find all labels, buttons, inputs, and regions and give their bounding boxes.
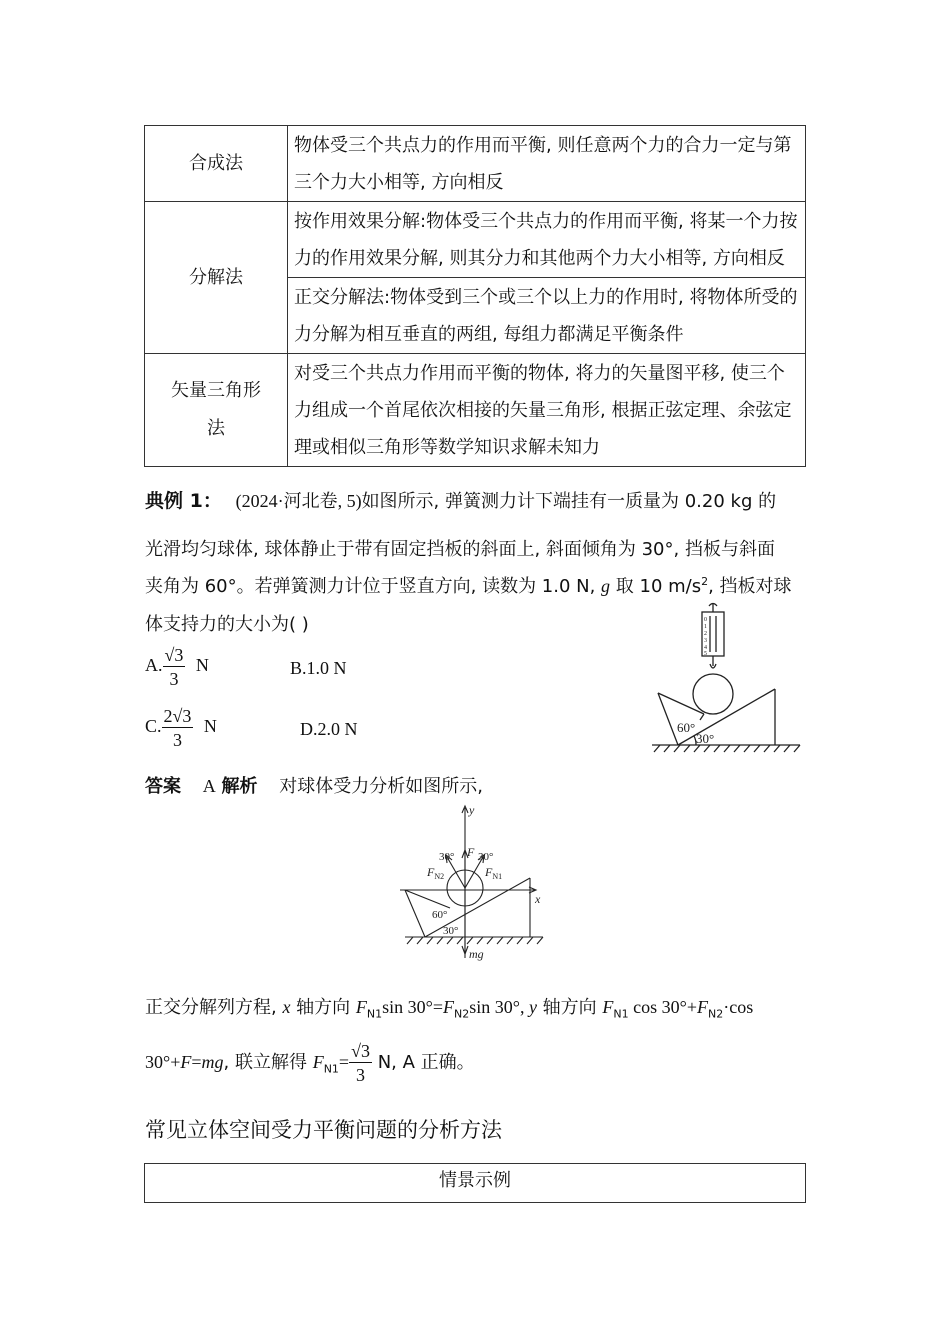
option-c-label: C. bbox=[145, 716, 162, 737]
option-a-label: A. bbox=[145, 655, 163, 676]
scale-mark: 4 bbox=[704, 645, 707, 651]
example-text: 取 10 m/s bbox=[610, 576, 702, 597]
method-cell: 分解法 bbox=[145, 202, 288, 354]
denominator: 3 bbox=[172, 730, 182, 750]
fraction bbox=[162, 707, 194, 749]
fraction bbox=[349, 1042, 372, 1084]
method-desc: 按作用效果分解:物体受三个共点力的作用而平衡, 将某一个力按力的作用效果分解, 则其分力和其他两个力大小相等, 方向相反 bbox=[288, 202, 806, 278]
example-line-3 bbox=[145, 572, 792, 598]
unit: N bbox=[195, 655, 209, 676]
exponent: 2 bbox=[701, 575, 709, 588]
angle-label: 30° bbox=[478, 851, 494, 863]
f-symbol: F bbox=[355, 997, 367, 1017]
answer-line bbox=[145, 772, 483, 798]
force-fn1-label: $F_{N1}$ bbox=[485, 865, 503, 881]
f-symbol: F bbox=[443, 997, 454, 1017]
text: ·cos bbox=[723, 997, 754, 1017]
numerator: 2√3 bbox=[163, 706, 192, 726]
force-fn2-label: $F_{N2}$ bbox=[427, 865, 445, 881]
option-a[interactable] bbox=[145, 646, 209, 688]
incline-figure bbox=[640, 600, 815, 760]
force-f-label: F bbox=[467, 845, 475, 859]
f-symbol: F bbox=[180, 1052, 192, 1072]
method-desc: 对受三个共点力作用而平衡的物体, 将力的矢量图平移, 使三个力组成一个首尾依次相接的矢量三角形, 根据正弦定理、余弦定理或相似三角形等数学知识求解未知力 bbox=[288, 354, 806, 467]
angle-label: 30° bbox=[443, 925, 459, 937]
scenario-table-header: 情景示例 bbox=[144, 1163, 806, 1203]
f-symbol: F bbox=[312, 1052, 324, 1072]
solution-line-2 bbox=[145, 1042, 475, 1084]
example-label: 典例 1： bbox=[145, 490, 222, 512]
denominator: 3 bbox=[169, 669, 179, 689]
f-symbol: F bbox=[602, 997, 614, 1017]
text: cos 30°+ bbox=[628, 997, 697, 1017]
scale-mark: 1 bbox=[704, 624, 707, 630]
text: 30°+ bbox=[145, 1052, 181, 1072]
option-c[interactable] bbox=[145, 707, 217, 749]
analysis-label: 解析 bbox=[221, 776, 258, 797]
text: sin 30°= bbox=[382, 997, 443, 1017]
text: 正交分解列方程, bbox=[145, 997, 283, 1018]
subscript: N1 bbox=[613, 1007, 629, 1021]
example-text: 如图所示, 弹簧测力计下端挂有一质量为 0.20 kg 的 bbox=[361, 491, 777, 512]
methods-table bbox=[144, 125, 806, 467]
x-axis-label: x bbox=[535, 892, 541, 906]
x-symbol: x bbox=[282, 997, 291, 1017]
section-title: 常见立体空间受力平衡问题的分析方法 bbox=[145, 1118, 502, 1142]
analysis-text: 对球体受力分析如图所示, bbox=[279, 776, 483, 797]
numerator: √3 bbox=[164, 645, 184, 665]
angle-label: 60° bbox=[432, 909, 448, 921]
force-diagram bbox=[395, 800, 550, 965]
example-line-4: 体支持力的大小为( ) bbox=[145, 614, 309, 635]
method-desc: 物体受三个共点力的作用而平衡, 则任意两个力的合力一定与第三个力大小相等, 方向相反 bbox=[288, 126, 806, 202]
y-axis-label: y bbox=[469, 803, 475, 817]
text: = bbox=[191, 1052, 202, 1072]
text: N, A 正确。 bbox=[371, 1052, 475, 1073]
method-cell: 合成法 bbox=[145, 126, 288, 202]
g-symbol: g bbox=[601, 576, 611, 596]
gravity-label: mg bbox=[469, 947, 484, 961]
method-cell: 矢量三角形法 bbox=[145, 354, 288, 467]
option-b[interactable]: B.1.0 N bbox=[290, 658, 347, 678]
unit: N bbox=[203, 716, 217, 737]
text: sin 30°, bbox=[469, 997, 529, 1017]
text: = bbox=[338, 1052, 350, 1072]
fraction bbox=[163, 646, 186, 688]
answer-value: A bbox=[202, 776, 216, 796]
option-d[interactable]: D.2.0 N bbox=[300, 719, 358, 739]
angle-30-label: 30° bbox=[696, 731, 715, 746]
scale-mark: 5 bbox=[704, 651, 707, 657]
mg-symbol: mg bbox=[201, 1052, 224, 1072]
example-line-1 bbox=[145, 486, 815, 513]
answer-label: 答案 bbox=[145, 776, 181, 797]
numerator: √3 bbox=[351, 1041, 370, 1061]
example-source: (2024·河北卷, 5) bbox=[235, 491, 362, 511]
angle-60-label: 60° bbox=[677, 720, 696, 735]
subscript: N2 bbox=[707, 1007, 724, 1021]
denominator: 3 bbox=[356, 1065, 366, 1085]
scale-mark: 2 bbox=[704, 631, 707, 637]
method-desc: 正交分解法:物体受到三个或三个以上力的作用时, 将物体所受的力分解为相互垂直的两组, 每组力都满足平衡条件 bbox=[288, 278, 806, 354]
scale-mark: 3 bbox=[704, 638, 707, 644]
f-symbol: F bbox=[696, 997, 708, 1017]
text: 轴方向 bbox=[290, 997, 356, 1018]
text: , 联立解得 bbox=[223, 1052, 313, 1073]
subscript: N1 bbox=[323, 1062, 339, 1076]
y-symbol: y bbox=[528, 997, 537, 1017]
subscript: N1 bbox=[366, 1007, 383, 1021]
solution-line-1 bbox=[145, 993, 753, 1021]
angle-label: 30° bbox=[439, 851, 455, 863]
subscript: N2 bbox=[454, 1007, 470, 1021]
text: 轴方向 bbox=[536, 997, 603, 1018]
example-text: , 挡板对球 bbox=[708, 576, 792, 597]
example-line-2: 光滑均匀球体, 球体静止于带有固定挡板的斜面上, 斜面倾角为 30°, 挡板与斜面 bbox=[145, 539, 775, 560]
example-text: 夹角为 60°。若弹簧测力计位于竖直方向, 读数为 1.0 N, bbox=[145, 576, 602, 597]
scale-mark: 0 bbox=[704, 617, 707, 623]
